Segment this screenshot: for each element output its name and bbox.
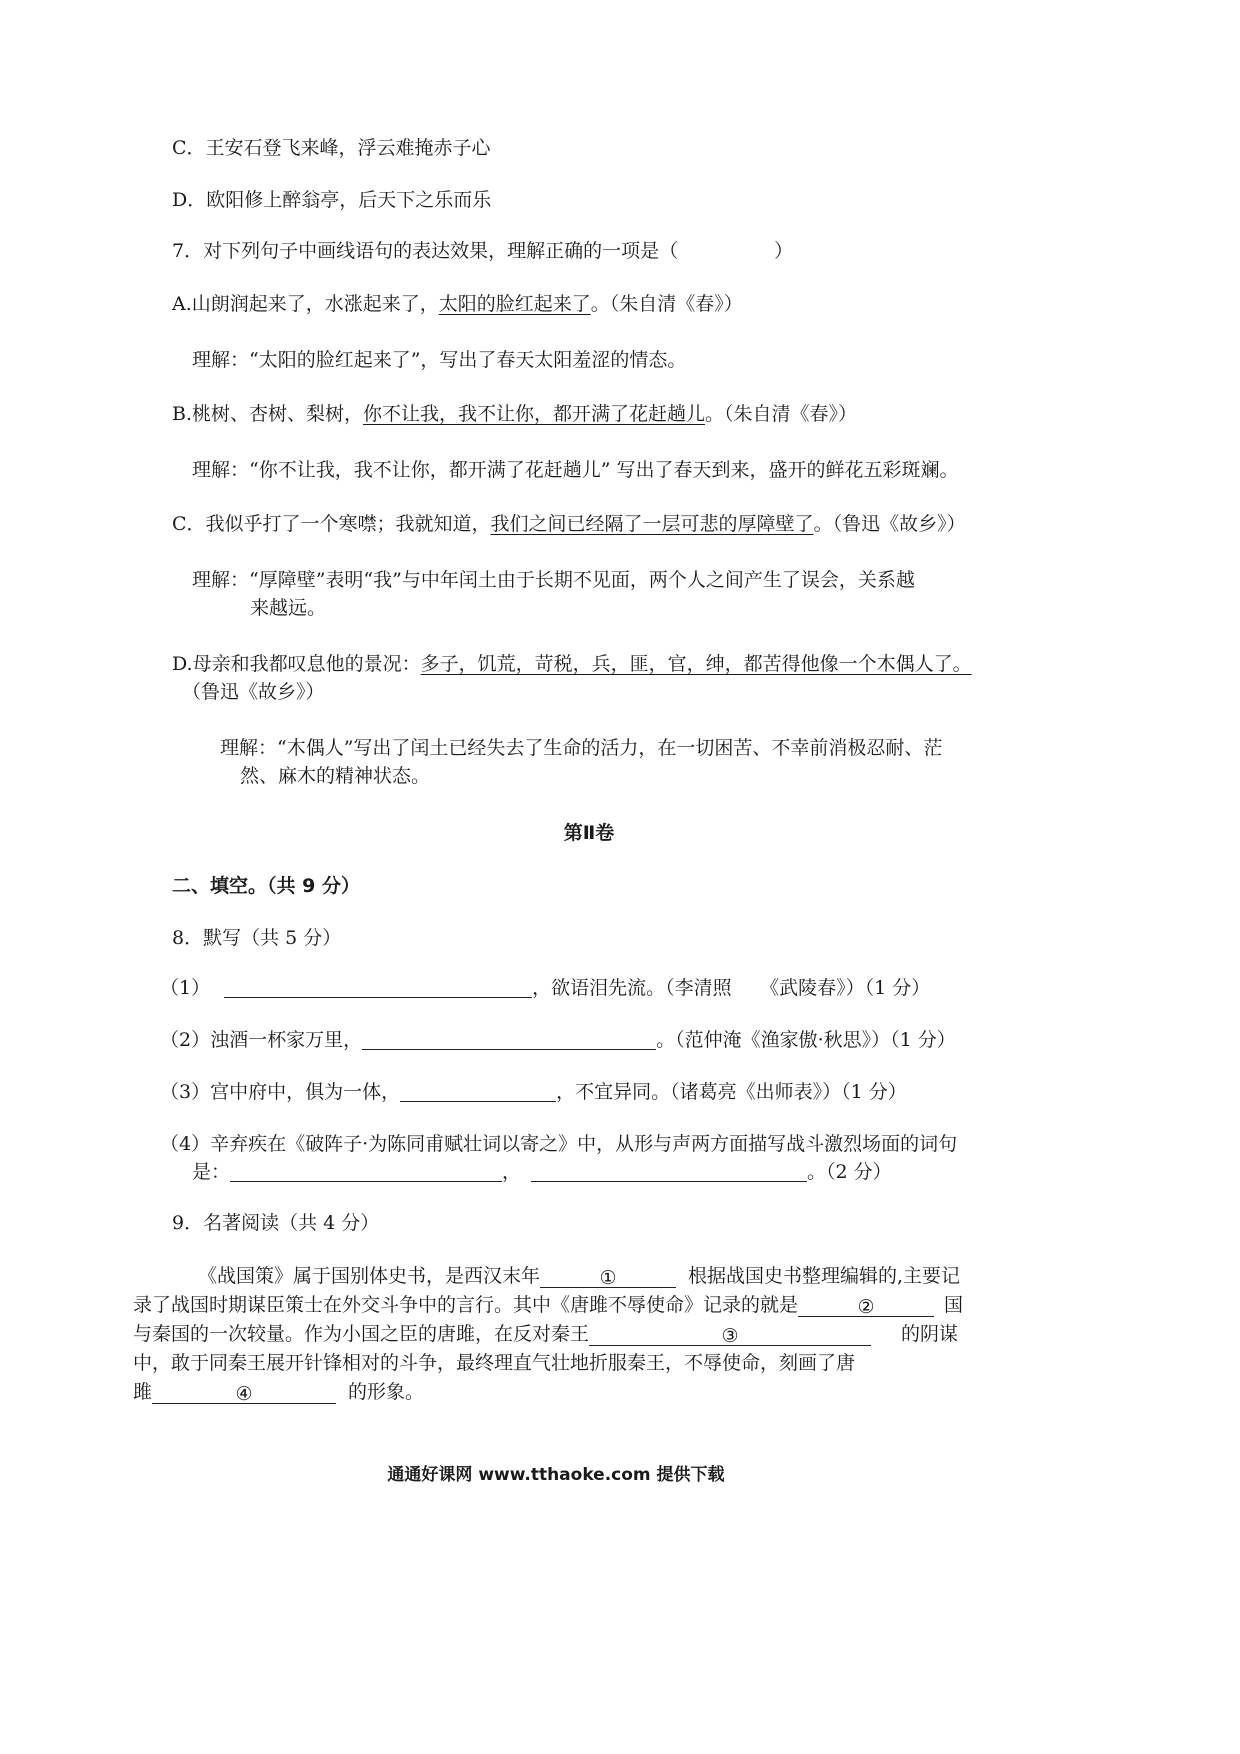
q7-b-explanation: 理解：“你不让我，我不让你，都开满了花赶趟儿” 写出了春天到来，盛开的鲜花五彩斑斓。	[192, 459, 959, 481]
q8-1-num: （1）	[160, 977, 211, 999]
q8-item-4-line1: （4）辛弃疾在《破阵子·为陈同甫赋壮词以寄之》中，从形与声两方面描写战斗激烈场面的词句	[160, 1133, 958, 1155]
q7-option-b	[172, 401, 857, 427]
q8-2-post: 。（范仲淹《渔家傲·秋思》）（1 分）	[656, 1029, 956, 1051]
q9-marker-1: ①	[599, 1267, 617, 1289]
q7-c-explanation-2: 来越远。	[250, 597, 327, 619]
q9-l5-pre: 雎	[133, 1381, 153, 1403]
q8-1-post: ，欲语泪先流。（李清照 《武陵春》）（1 分）	[532, 977, 931, 999]
q8-item-3	[160, 1079, 907, 1105]
q8-heading: 8．默写（共 5 分）	[172, 927, 342, 949]
q9-marker-3: ③	[721, 1325, 739, 1347]
q7-c-explanation-1: 理解：“厚障壁”表明“我”与中年闰土由于长期不见面，两个人之间产生了误会，关系越	[192, 569, 915, 591]
q7-stem-close: ）	[774, 240, 794, 262]
q9-line-2	[133, 1292, 963, 1318]
q9-line-3	[133, 1321, 958, 1347]
q9-l5-post: 的形象。	[348, 1381, 425, 1403]
q9-marker-2: ②	[857, 1296, 875, 1318]
q9-l1-post: 根据战国史书整理编辑的,主要记	[688, 1265, 961, 1287]
q7-b-pre: B.桃树、杏树、梨树，	[172, 403, 364, 425]
q9-l2-post: 国	[944, 1294, 964, 1316]
q8-item-4-line2	[192, 1159, 892, 1185]
q9-line-1	[198, 1263, 960, 1289]
q9-l3-post: 的阴谋	[901, 1323, 959, 1345]
q8-item-1	[160, 975, 930, 1001]
q8-4-blank-2[interactable]	[531, 1161, 807, 1182]
q7-a-underlined: 太阳的脸红起来了	[438, 293, 591, 315]
q6-option-c: C．王安石登飞来峰，浮云难掩赤子心	[172, 137, 491, 159]
q7-c-pre: C．我似乎打了一个寒噤；我就知道，	[172, 513, 491, 535]
q8-4-mid: ，	[502, 1161, 522, 1183]
q8-4-pre: 是：	[192, 1161, 231, 1183]
q9-marker-4: ④	[235, 1383, 253, 1405]
q7-a-post: 。（朱自清《春》）	[590, 293, 743, 315]
q9-blank-2[interactable]	[798, 1296, 934, 1317]
q7-option-d	[172, 651, 972, 677]
q7-d-source: （鲁迅《故乡》）	[182, 681, 325, 703]
q7-d-underlined: 多子，饥荒，苛税，兵，匪，官，绅，都苦得他像一个木偶人了。	[420, 653, 972, 675]
part2-title: 第Ⅱ卷	[563, 822, 615, 844]
q7-d-explanation-2: 然、麻木的精神状态。	[240, 765, 431, 787]
page-footer: 通通好课网 www.tthaoke.com 提供下载	[387, 1465, 725, 1485]
q8-item-2	[160, 1027, 956, 1053]
q8-2-pre: （2）浊酒一杯家万里，	[160, 1029, 363, 1051]
q8-3-pre: （3）宫中府中，俱为一体，	[160, 1081, 401, 1103]
q7-d-pre: D.母亲和我都叹息他的景况：	[172, 653, 421, 675]
q9-l1-pre: 《战国策》属于国别体史书，是西汉末年	[198, 1265, 541, 1287]
q7-option-a	[172, 291, 743, 317]
q7-a-pre: A.山朗润起来了，水涨起来了，	[172, 293, 439, 315]
q9-line-5	[133, 1379, 424, 1405]
q7-b-post: 。（朱自清《春》）	[705, 403, 858, 425]
q9-blank-1[interactable]	[540, 1267, 676, 1288]
q7-stem	[172, 238, 793, 264]
q9-l2-pre: 录了战国时期谋臣策士在外交斗争中的言行。其中《唐雎不辱使命》记录的就是	[133, 1294, 799, 1316]
q7-b-underlined: 你不让我，我不让你，都开满了花赶趟儿	[363, 403, 706, 425]
q8-4-blank-1[interactable]	[230, 1161, 502, 1182]
q8-1-blank[interactable]	[224, 977, 532, 998]
q9-line-4: 中，敢于同秦王展开针锋相对的斗争，最终理直气壮地折服秦王，不辱使命，刻画了唐	[133, 1352, 856, 1374]
q8-2-blank[interactable]	[362, 1029, 656, 1050]
q9-l3-pre: 与秦国的一次较量。作为小国之臣的唐雎，在反对秦王	[133, 1323, 590, 1345]
q7-c-underlined: 我们之间已经隔了一层可悲的厚障壁了	[490, 513, 814, 535]
q8-4-post: 。（2 分）	[807, 1161, 892, 1183]
q9-blank-4[interactable]	[152, 1383, 336, 1404]
q7-option-c	[172, 511, 966, 537]
section-heading: 二、填空。（共 9 分）	[172, 875, 360, 897]
q7-c-post: 。（鲁迅《故乡》）	[813, 513, 966, 535]
q8-3-blank[interactable]	[400, 1081, 556, 1102]
q7-d-explanation-1: 理解：“木偶人”写出了闰土已经失去了生命的活力，在一切困苦、不幸前消极忍耐、茫	[220, 737, 943, 759]
q9-heading: 9．名著阅读（共 4 分）	[172, 1212, 380, 1234]
q7-a-explanation: 理解：“太阳的脸红起来了”，写出了春天太阳羞涩的情态。	[192, 349, 687, 371]
q8-3-post: ，不宜异同。（诸葛亮《出师表》）（1 分）	[556, 1081, 907, 1103]
q6-option-d: D．欧阳修上醉翁亭，后天下之乐而乐	[172, 189, 492, 211]
q7-stem-text: 7．对下列句子中画线语句的表达效果，理解正确的一项是（	[172, 240, 679, 262]
q9-blank-3[interactable]	[589, 1325, 871, 1346]
